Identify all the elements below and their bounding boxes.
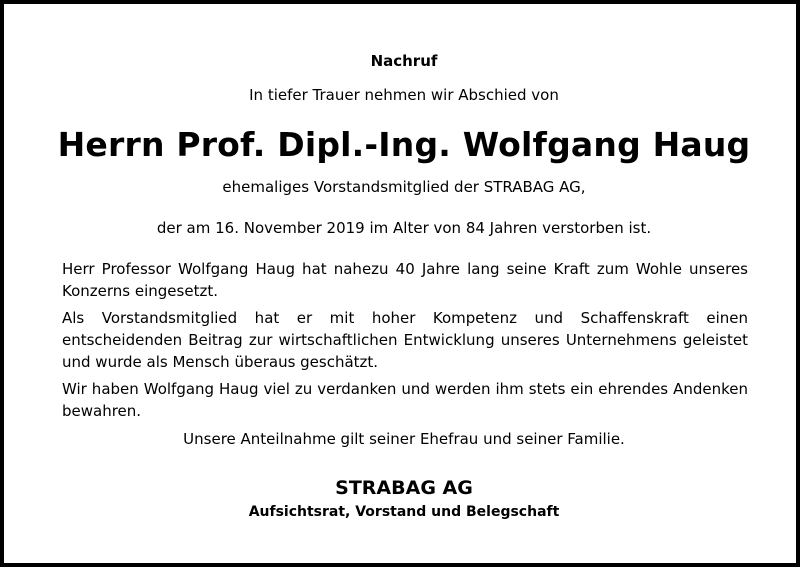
death-date-line: der am 16. November 2019 im Alter von 84 Jahren verstorben ist. (156, 219, 652, 237)
signers-line: Aufsichtsrat, Vorstand und Belegschaft (248, 504, 560, 520)
paragraph-gratitude: Wir haben Wolfgang Haug viel zu verdanken und werden ihm stets ein ehrendes Andenken bewahren. (62, 380, 748, 420)
intro-line: In tiefer Trauer nehmen wir Abschied von (249, 86, 559, 104)
deceased-role: ehemaliges Vorstandsmitglied der STRABAG AG, (222, 178, 586, 196)
company-name: STRABAG AG (335, 477, 473, 499)
notice-heading: Nachruf (370, 52, 438, 70)
paragraph-service: Herr Professor Wolfgang Haug hat nahezu 40 Jahre lang seine Kraft zum Wohle unseres Konzerns eingesetzt. (62, 260, 748, 300)
deceased-name: Herrn Prof. Dipl.-Ing. Wolfgang Haug (57, 125, 751, 164)
sympathy-line: Unsere Anteilnahme gilt seiner Ehefrau und seiner Familie. (183, 430, 625, 448)
paragraph-contribution: Als Vorstandsmitglied hat er mit hoher Kompetenz und Schaffenskraft einen entscheidenden Beitrag zur wirtschaftlichen Entwicklung unseres Unternehmens geleistet und wurde als Mensch überaus geschätzt. (62, 309, 748, 371)
